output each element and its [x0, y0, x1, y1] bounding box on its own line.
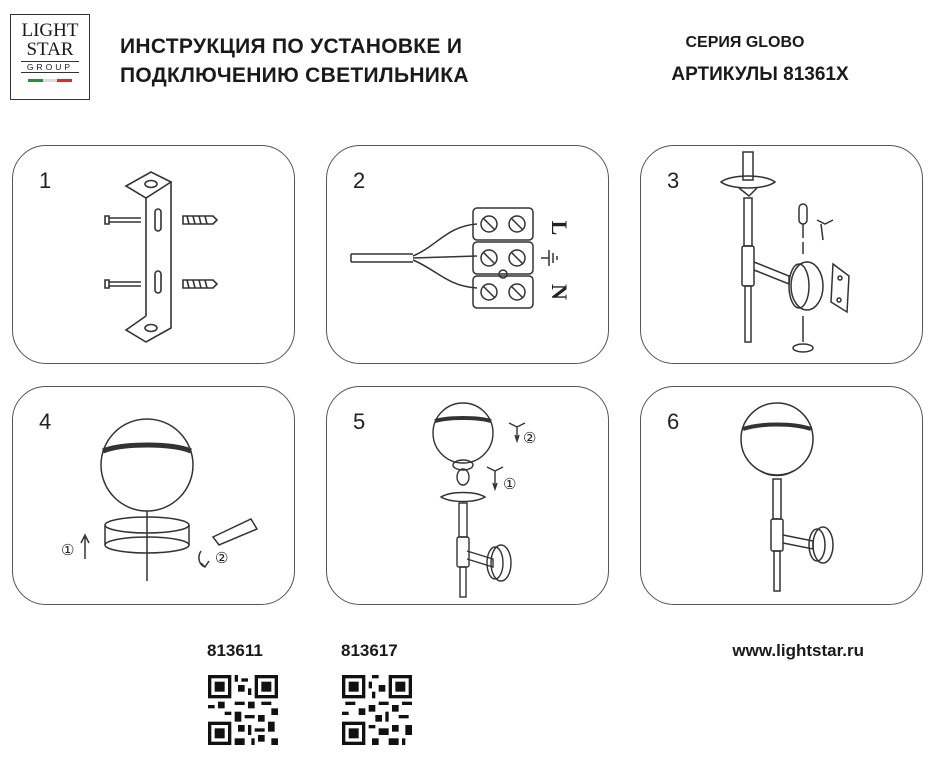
terminal-block-icon	[327, 146, 610, 365]
step-number: 4	[39, 409, 52, 434]
callout-1: ①	[61, 542, 75, 559]
title-line-1: ИНСТРУКЦИЯ ПО УСТАНОВКЕ И	[120, 35, 463, 58]
step-number: 5	[353, 409, 366, 434]
step-number: 1	[39, 168, 52, 193]
qr-code-icon	[208, 675, 278, 745]
terminal-label-n: N	[547, 284, 572, 300]
step-number: 3	[667, 168, 680, 193]
step-panel-6	[640, 386, 923, 605]
callout-2: ②	[215, 550, 229, 567]
fixture-mounting-icon	[641, 146, 924, 365]
step-panel-4	[12, 386, 295, 605]
title-line-2: ПОДКЛЮЧЕНИЮ СВЕТИЛЬНИКА	[120, 64, 469, 87]
assembled-fixture-icon	[641, 387, 924, 606]
articles-label: АРТИКУЛЫ 81361X	[671, 64, 849, 85]
callout-2: ②	[523, 430, 537, 447]
mounting-bracket-icon	[13, 146, 296, 365]
step-panel-2	[326, 145, 609, 364]
step-number: 2	[353, 168, 366, 193]
callout-1: ①	[503, 476, 517, 493]
globe-assembly-icon	[327, 387, 610, 606]
series-label: СЕРИЯ GLOBO	[685, 34, 805, 51]
globe-ring-icon	[13, 387, 296, 606]
logo-text-light: LIGHT	[21, 20, 79, 41]
brand-logo	[10, 14, 90, 100]
article-code-1: 813611	[207, 641, 263, 660]
italian-flag-icon	[28, 79, 72, 82]
qr-code-icon	[342, 675, 412, 745]
step-panel-5	[326, 386, 609, 605]
terminal-label-l: L	[547, 220, 572, 236]
page-title	[120, 32, 469, 90]
step-panel-1	[12, 145, 295, 364]
logo-text-star: STAR	[26, 39, 74, 60]
article-code-2: 813617	[341, 641, 398, 660]
website-link[interactable]: www.lightstar.ru	[732, 641, 864, 660]
logo-text-group: GROUP	[21, 61, 79, 73]
step-panel-3	[640, 145, 923, 364]
step-number: 6	[667, 409, 680, 434]
